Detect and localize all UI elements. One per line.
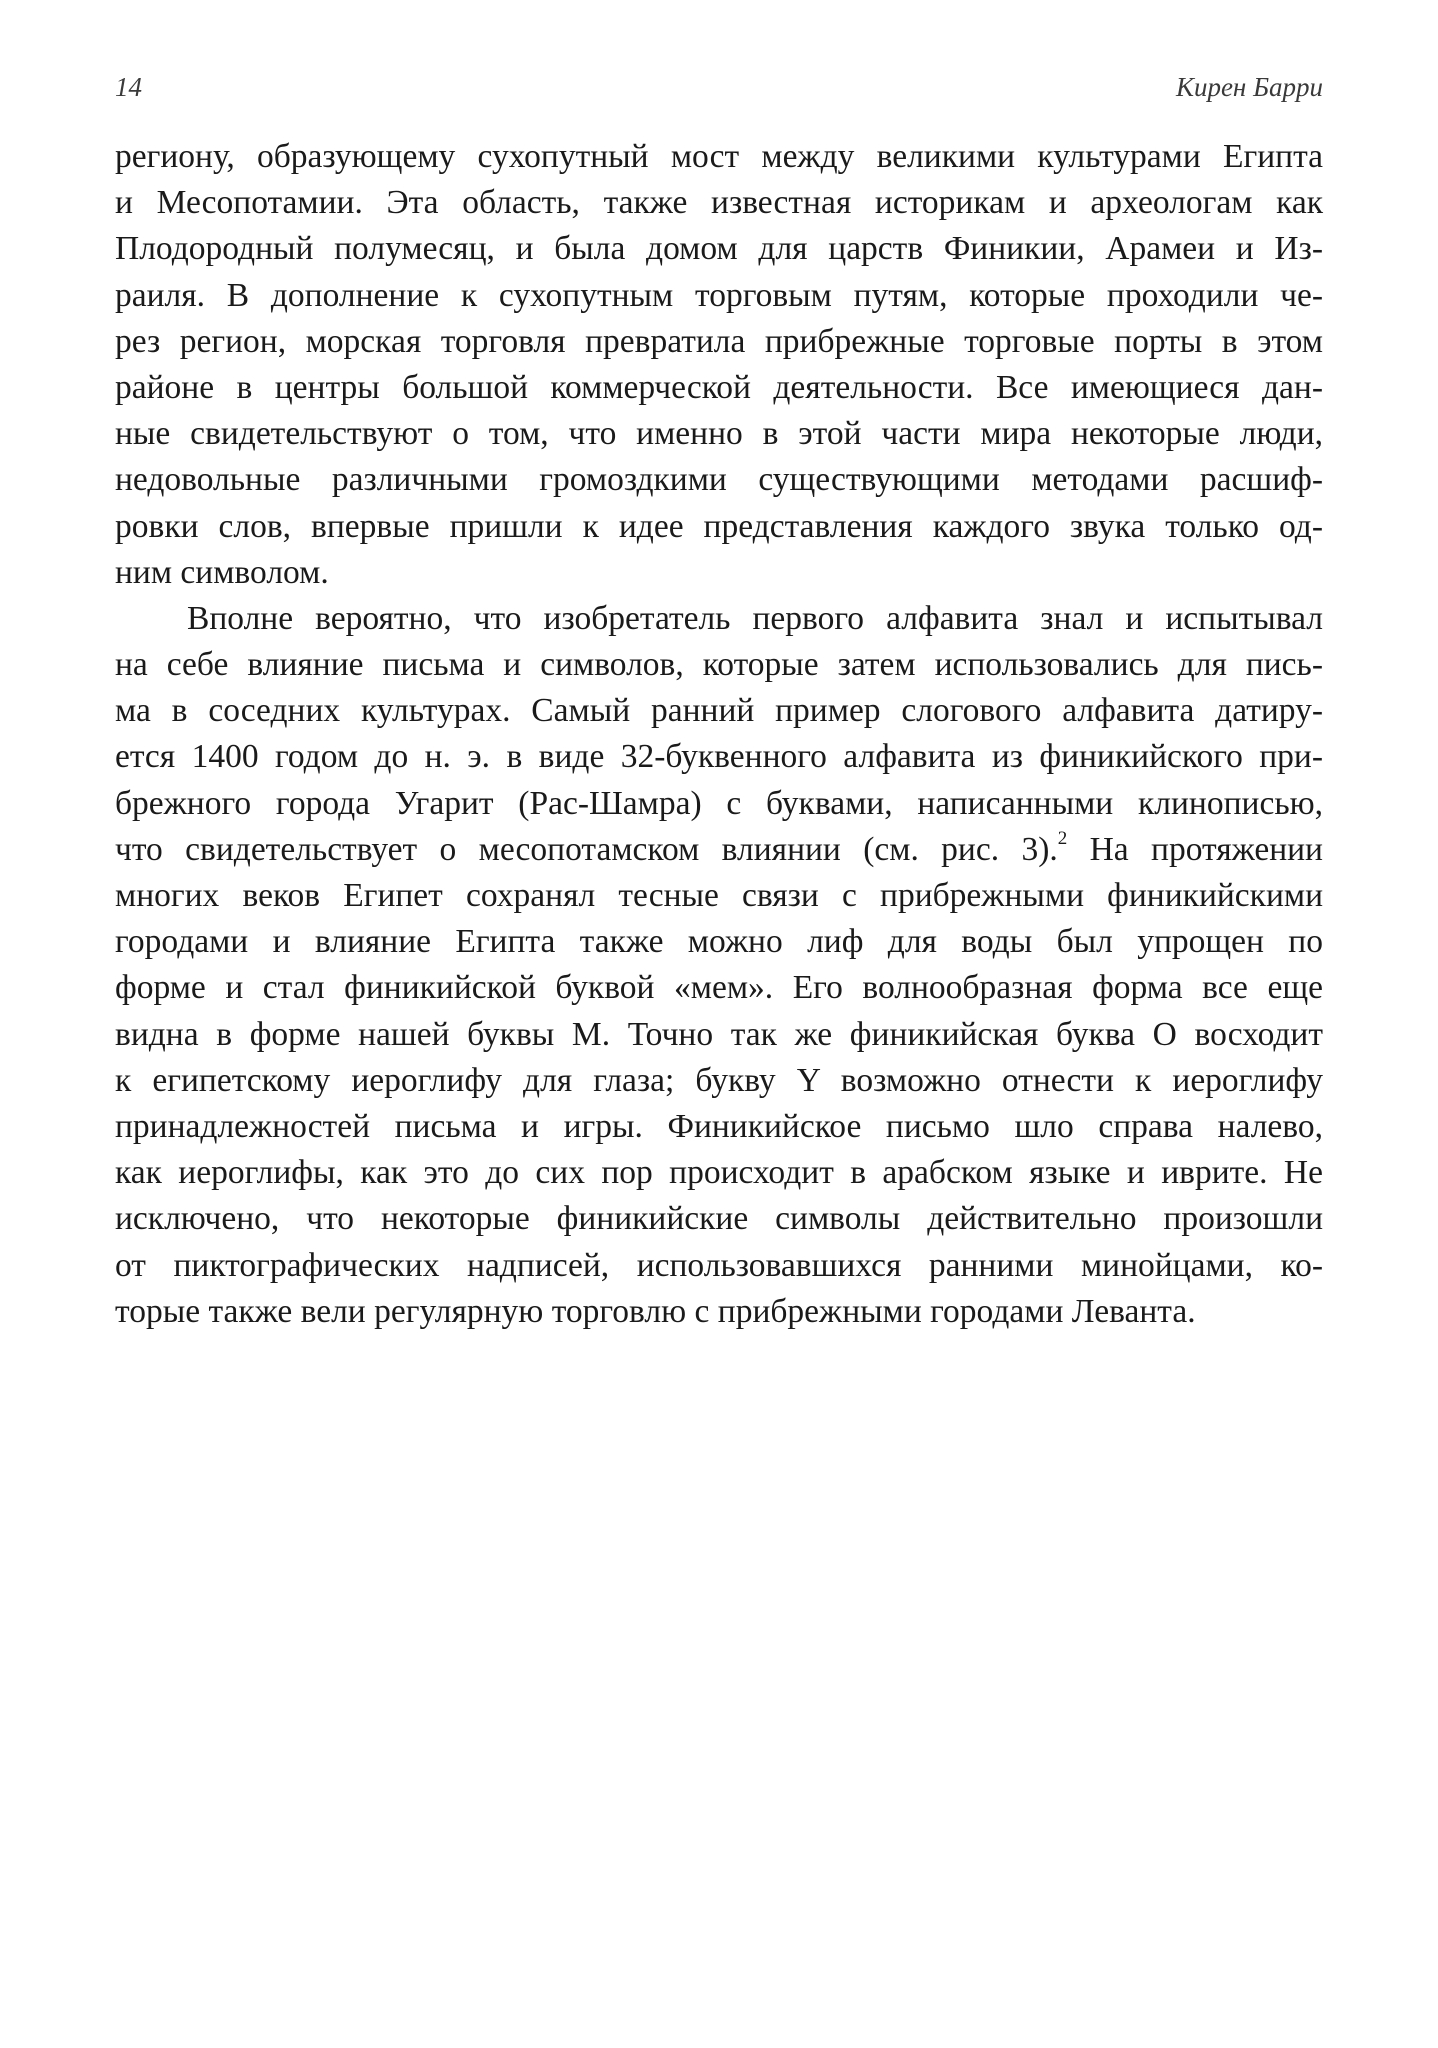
text-line: ется 1400 годом до н. э. в виде 32-буквенного алфавита из финикийского при- [115,738,1323,776]
page-number: 14 [115,72,142,102]
text-line: торые также вели регулярную торговлю с прибрежными городами Леванта. [115,1292,1196,1330]
text-line: и Месопотамии. Эта область, также известная историкам и археологам как [115,184,1323,222]
text-line: Плодородный полумесяц, и была домом для царств Финикии, Арамеи и Из- [115,230,1323,268]
paragraph-2 [115,596,1323,1335]
text-line-with-footnote [115,827,1323,873]
text-line: к египетскому иероглифу для глаза; букву Y возможно отнести к иероглифу [115,1061,1323,1099]
text-line: видна в форме нашей буквы М. Точно так же финикийская буква О восходит [115,1015,1323,1053]
running-title: Кирен Барри [1176,72,1323,102]
text-line: ные свидетельствуют о том, что именно в этой части мира некоторые люди, [115,415,1323,453]
text-line: форме и стал финикийской буквой «мем». Его волнообразная форма все еще [115,969,1323,1007]
text-line: ма в соседних культурах. Самый ранний пример слогового алфавита датиру- [115,692,1323,730]
line-text-before-footnote: что свидетельствует о месопотамском влиянии (см. рис. 3). [115,830,1058,868]
text-line: от пиктографических надписей, использовавшихся ранними минойцами, ко- [115,1246,1323,1284]
text-line: недовольные различными громоздкими существующими методами расшиф- [115,461,1323,499]
text-line: многих веков Египет сохранял тесные связи с прибрежными финикийскими [115,877,1323,914]
footnote-marker[interactable]: 2 [1057,827,1068,849]
text-line: региону, образующему сухопутный мост между великими культурами Египта [115,138,1323,175]
text-line: районе в центры большой коммерческой деятельности. Все имеющиеся дан- [115,368,1323,406]
text-line: ним символом. [115,553,329,591]
paragraph-1 [115,134,1323,596]
running-header [115,72,1323,112]
text-line: Вполне вероятно, что изобретатель первого алфавита знал и испытывал [187,599,1323,637]
text-line: раиля. В дополнение к сухопутным торговым путям, которые проходили че- [115,276,1323,314]
text-line: принадлежностей письма и игры. Финикийское письмо шло справа налево, [115,1107,1323,1145]
line-text-after-footnote: На протяжении [1067,830,1323,868]
body-text [115,134,1323,1335]
text-line: на себе влияние письма и символов, которые затем использовались для пись- [115,646,1323,684]
text-line: ровки слов, впервые пришли к идее представления каждого звука только од- [115,507,1323,545]
text-line: как иероглифы, как это до сих пор происходит в арабском языке и иврите. Не [115,1154,1323,1192]
text-line: брежного города Угарит (Рас-Шамра) с буквами, написанными клинописью, [115,784,1323,822]
text-line: исключено, что некоторые финикийские символы действительно произошли [115,1200,1323,1238]
text-line: рез регион, морская торговля превратила прибрежные торговые порты в этом [115,322,1323,360]
text-line: городами и влияние Египта также можно лиф для воды был упрощен по [115,923,1323,961]
